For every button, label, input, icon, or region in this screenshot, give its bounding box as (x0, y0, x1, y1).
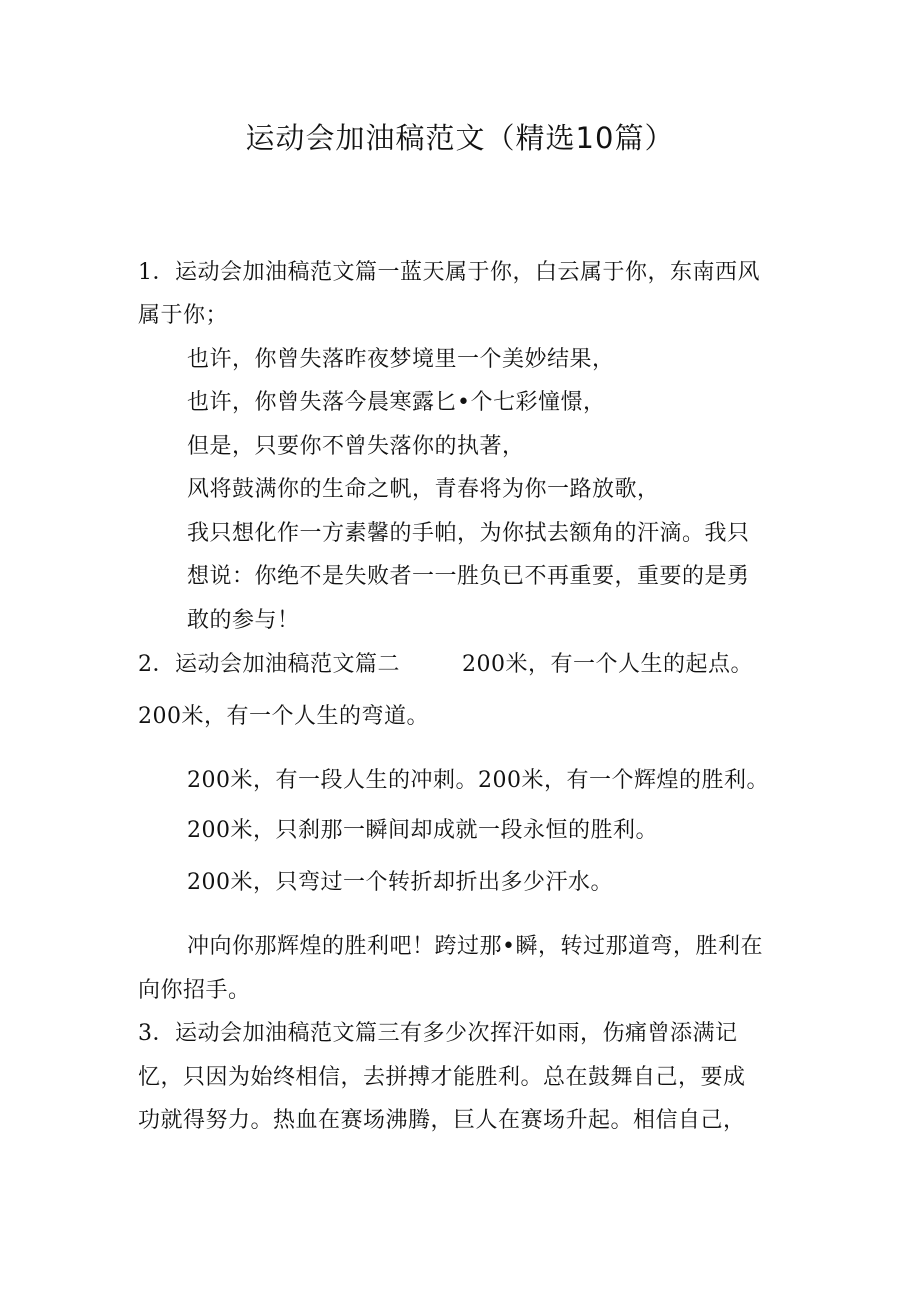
paragraph-line: 3．运动会加油稿范文篇三有多少次挥汗如雨，伤痛曾添满记 (138, 1021, 738, 1046)
poem-line: 200米，只弯过一个转折却折出多少汗水。 (187, 870, 613, 895)
section-heading-tail: 200米，有一个人生的起点。 (462, 652, 753, 677)
paragraph-line: 1．运动会加油稿范文篇一蓝天属于你，白云属于你，东南西风 (138, 260, 760, 285)
section-heading: 2．运动会加油稿范文篇二 (138, 652, 400, 677)
paragraph-line: 200米，有一个人生的弯道。 (138, 704, 429, 729)
poem-line: 我只想化作一方素馨的手帕，为你拭去额角的汗滴。我只 (187, 521, 750, 546)
poem-line: 风将鼓满你的生命之帆，青春将为你一路放歌， (187, 477, 660, 502)
poem-line: 也许，你曾失落今晨寒露匕•个七彩憧憬， (187, 390, 606, 415)
poem-line: 200米，只刹那一瞬间却成就一段永恒的胜利。 (187, 818, 658, 843)
document-title: 运动会加油稿范文（精选10篇） (245, 121, 675, 155)
paragraph-line: 向你招手。 (138, 978, 251, 1003)
paragraph-line: 属于你； (138, 303, 229, 328)
poem-line: 想说：你绝不是失败者一一胜负已不再重要，重要的是勇 (187, 564, 750, 589)
poem-line: 但是，只要你不曾失落你的执著， (187, 434, 525, 459)
poem-line: 敢的参与！ (187, 608, 300, 633)
poem-line: 也许，你曾失落昨夜梦境里一个美妙结果， (187, 347, 615, 372)
paragraph-line: 功就得努力。热血在赛场沸腾，巨人在赛场升起。相信自己， (138, 1108, 746, 1133)
paragraph-line: 忆，只因为始终相信，去拼搏才能胜利。总在鼓舞自己，要成 (138, 1065, 746, 1090)
section-heading-line (138, 650, 753, 680)
poem-line: 200米，有一段人生的冲刺。200米，有一个辉煌的胜利。 (187, 768, 769, 793)
poem-line: 冲向你那辉煌的胜利吧！跨过那•瞬，转过那道弯，胜利在 (187, 934, 763, 959)
